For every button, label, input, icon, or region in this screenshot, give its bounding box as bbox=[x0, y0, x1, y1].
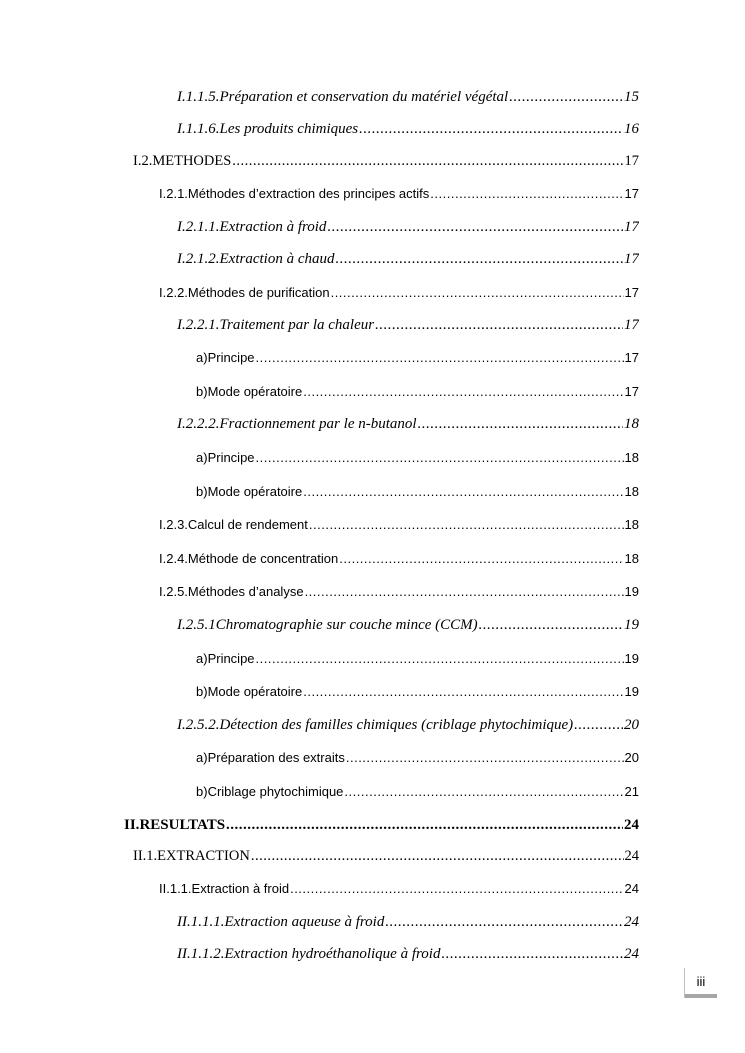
toc-entry-page: 17 bbox=[624, 285, 639, 300]
toc-entry-title: Les produits chimiques bbox=[219, 121, 359, 137]
toc-entry-title: Criblage phytochimique bbox=[207, 784, 344, 799]
toc-entry-page: 17 bbox=[624, 317, 639, 333]
toc-entry-title: Mode opératoire bbox=[207, 684, 303, 699]
toc-entry bbox=[159, 186, 639, 201]
toc-entry-title: Extraction à chaud bbox=[219, 251, 335, 267]
toc-entry bbox=[177, 617, 639, 634]
toc-entry-number: I.2.2.2. bbox=[177, 416, 220, 432]
toc-leader-dots bbox=[479, 617, 623, 634]
toc-entry-page: 24 bbox=[624, 881, 639, 896]
toc-entry-title: Chromatographie sur couche mince (CCM) bbox=[215, 617, 478, 633]
toc-entry-number: II.1.1.2. bbox=[177, 946, 225, 962]
toc-leader-dots bbox=[226, 817, 623, 834]
toc-entry-number: I.2.1.2. bbox=[177, 251, 220, 267]
toc-entry-page: 24 bbox=[624, 817, 639, 833]
toc-entry-number: I.2.4. bbox=[159, 551, 188, 566]
toc-entry bbox=[177, 121, 639, 138]
toc-entry bbox=[159, 881, 639, 896]
toc-entry-number: II. bbox=[124, 817, 140, 833]
toc-entry-number: I.2.5.1 bbox=[177, 617, 216, 633]
toc-leader-dots bbox=[359, 121, 623, 138]
toc-entry-number: II.1. bbox=[133, 848, 158, 864]
toc-leader-dots bbox=[574, 717, 623, 734]
toc-entry-title: Extraction à froid bbox=[219, 219, 327, 235]
toc-entry-title: METHODES bbox=[152, 153, 232, 169]
toc-leader-dots bbox=[344, 784, 623, 799]
toc-entry-title: Mode opératoire bbox=[207, 384, 303, 399]
toc-entry-page: 19 bbox=[624, 617, 639, 633]
toc-entry-number: I.2. bbox=[133, 153, 153, 169]
toc-entry bbox=[177, 251, 639, 268]
toc-entry-page: 24 bbox=[624, 848, 639, 864]
toc-entry-number: I.2.1. bbox=[159, 186, 188, 201]
toc-entry-page: 18 bbox=[624, 416, 639, 432]
toc-entry-title: Détection des familles chimiques (criblage phytochimique) bbox=[219, 717, 574, 733]
toc-entry-number: a) bbox=[196, 450, 208, 465]
toc-leader-dots bbox=[303, 684, 623, 699]
toc-leader-dots bbox=[303, 484, 623, 499]
toc-leader-dots bbox=[327, 219, 623, 236]
toc-entry-number: II.1.1.1. bbox=[177, 914, 225, 930]
toc-entry-page: 18 bbox=[624, 484, 639, 499]
toc-entry-title: Principe bbox=[207, 350, 255, 365]
toc-entry bbox=[133, 848, 639, 865]
toc-leader-dots bbox=[305, 584, 624, 599]
toc-leader-dots bbox=[375, 317, 623, 334]
toc-entry-title: Extraction aqueuse à froid bbox=[224, 914, 385, 930]
toc-entry-page: 17 bbox=[624, 219, 639, 235]
toc-entry-page: 17 bbox=[624, 251, 639, 267]
toc-entry-title: Mode opératoire bbox=[207, 484, 303, 499]
toc-entry-page: 19 bbox=[624, 684, 639, 699]
toc-entry-number: II.1.1. bbox=[159, 881, 192, 896]
page-number-underline bbox=[685, 994, 717, 998]
toc-entry bbox=[159, 285, 639, 300]
toc-leader-dots bbox=[509, 89, 623, 106]
toc-leader-dots bbox=[339, 551, 623, 566]
toc-entry-title: Calcul de rendement bbox=[187, 517, 308, 532]
toc-entry-number: a) bbox=[196, 750, 208, 765]
toc-entry-title: Principe bbox=[207, 651, 255, 666]
toc-entry-title: EXTRACTION bbox=[157, 848, 250, 864]
toc-entry-number: b) bbox=[196, 684, 208, 699]
toc-leader-dots bbox=[335, 251, 623, 268]
toc-entry-page: 24 bbox=[624, 946, 639, 962]
toc-entry-number: I.2.2. bbox=[159, 285, 188, 300]
toc-entry-number: b) bbox=[196, 384, 208, 399]
toc-entry bbox=[196, 784, 639, 799]
toc-entry bbox=[177, 914, 639, 931]
toc-entry-page: 15 bbox=[624, 89, 639, 105]
toc-entry bbox=[159, 551, 639, 566]
toc-entry-number: I.1.1.5. bbox=[177, 89, 220, 105]
toc-entry-number: a) bbox=[196, 350, 208, 365]
toc-entry-page: 16 bbox=[624, 121, 639, 137]
toc-entry-number: b) bbox=[196, 784, 208, 799]
toc-entry bbox=[177, 946, 639, 963]
toc-leader-dots bbox=[256, 651, 624, 666]
toc-entry-number: a) bbox=[196, 651, 208, 666]
toc-entry-number: I.2.1.1. bbox=[177, 219, 220, 235]
toc-entry-page: 20 bbox=[624, 717, 639, 733]
toc-leader-dots bbox=[346, 750, 624, 765]
toc-entry-title: Méthode de concentration bbox=[187, 551, 339, 566]
toc-entry-title: Fractionnement par le n-butanol bbox=[219, 416, 417, 432]
toc-entry-page: 19 bbox=[624, 584, 639, 599]
toc-entry bbox=[196, 350, 639, 365]
toc-entry-page: 19 bbox=[624, 651, 639, 666]
toc-entry bbox=[196, 684, 639, 699]
toc-entry-page: 17 bbox=[624, 350, 639, 365]
toc-entry-title: Extraction à froid bbox=[191, 881, 290, 896]
toc-entry-number: b) bbox=[196, 484, 208, 499]
toc-leader-dots bbox=[309, 517, 624, 532]
page-number: iii bbox=[696, 974, 706, 989]
toc-leader-dots bbox=[441, 946, 623, 963]
toc-entry bbox=[177, 717, 639, 734]
toc-entry-number: I.2.5.2. bbox=[177, 717, 220, 733]
toc-entry-page: 18 bbox=[624, 450, 639, 465]
toc-entry bbox=[196, 450, 639, 465]
toc-entry bbox=[159, 584, 639, 599]
toc-entry bbox=[177, 219, 639, 236]
toc-entry-title: RESULTATS bbox=[139, 817, 226, 833]
toc-entry-title: Préparation et conservation du matériel végétal bbox=[219, 89, 509, 105]
toc-entry bbox=[159, 517, 639, 532]
toc-entry-number: I.2.5. bbox=[159, 584, 188, 599]
toc-leader-dots bbox=[331, 285, 624, 300]
toc-entry bbox=[124, 817, 639, 834]
toc-entry-page: 18 bbox=[624, 551, 639, 566]
toc-entry-title: Traitement par la chaleur bbox=[219, 317, 375, 333]
toc-entry-page: 20 bbox=[624, 750, 639, 765]
toc-entry-title: Méthodes d’analyse bbox=[187, 584, 304, 599]
toc-leader-dots bbox=[430, 186, 623, 201]
toc-entry bbox=[177, 317, 639, 334]
toc-entry-title: Préparation des extraits bbox=[207, 750, 345, 765]
toc-entry-title: Extraction hydroéthanolique à froid bbox=[224, 946, 441, 962]
toc-entry bbox=[177, 89, 639, 106]
page-number-box bbox=[684, 968, 717, 998]
toc-entry-title: Principe bbox=[207, 450, 255, 465]
toc-entry-page: 18 bbox=[624, 517, 639, 532]
toc-leader-dots bbox=[256, 450, 624, 465]
toc-entry bbox=[196, 651, 639, 666]
toc-entry-title: Méthodes d’extraction des principes actifs bbox=[187, 186, 430, 201]
toc-leader-dots bbox=[251, 848, 624, 865]
toc-leader-dots bbox=[418, 416, 623, 433]
toc-leader-dots bbox=[303, 384, 623, 399]
toc-entry-page: 24 bbox=[624, 914, 639, 930]
toc-entry-number: I.2.2.1. bbox=[177, 317, 220, 333]
toc-entry-page: 17 bbox=[624, 186, 639, 201]
toc-entry bbox=[196, 484, 639, 499]
toc-leader-dots bbox=[232, 153, 623, 170]
toc-entry-number: I.1.1.6. bbox=[177, 121, 220, 137]
toc-leader-dots bbox=[385, 914, 623, 931]
toc-entry-page: 17 bbox=[624, 153, 639, 169]
toc-entry bbox=[133, 153, 639, 170]
toc-leader-dots bbox=[290, 881, 623, 896]
toc-entry bbox=[177, 416, 639, 433]
toc-entry-number: I.2.3. bbox=[159, 517, 188, 532]
toc-leader-dots bbox=[256, 350, 624, 365]
toc-entry-title: Méthodes de purification bbox=[187, 285, 330, 300]
toc-entry bbox=[196, 384, 639, 399]
toc-entry bbox=[196, 750, 639, 765]
toc-entry-page: 21 bbox=[624, 784, 639, 799]
toc-entry-page: 17 bbox=[624, 384, 639, 399]
